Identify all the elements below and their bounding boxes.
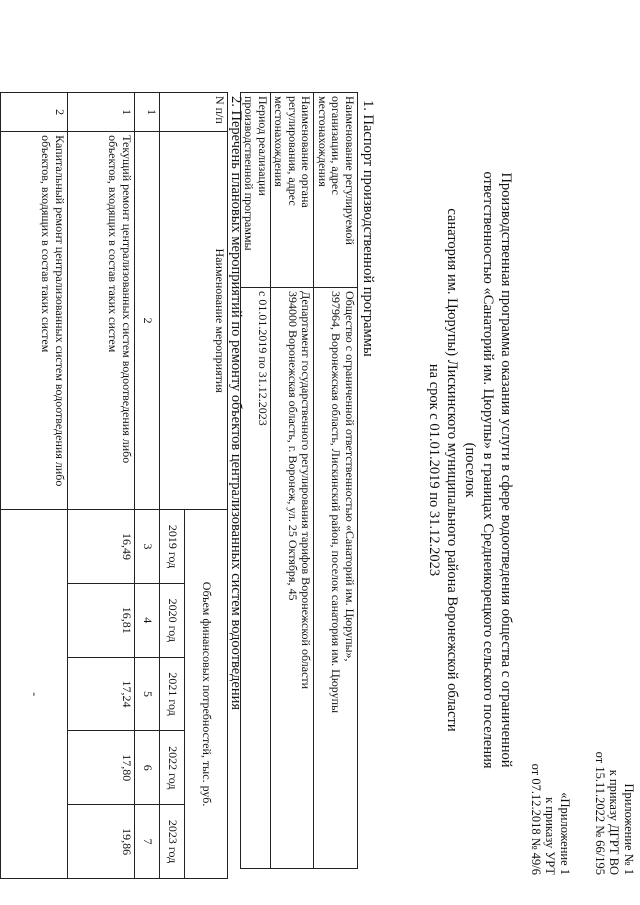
appendix-1-line2: к приказу ДГРТ ВО bbox=[607, 769, 622, 875]
passport-value bbox=[271, 288, 315, 869]
header-year: 2023 год bbox=[160, 805, 185, 879]
index-cell: 2 bbox=[135, 132, 160, 510]
passport-value-line: Департамент государственного регулирования тарифов Воронежской области bbox=[299, 291, 314, 690]
appendix-1-line1: Приложение № 1 bbox=[622, 783, 636, 875]
row-value-2021: 17,24 bbox=[68, 657, 135, 731]
passport-table bbox=[240, 92, 358, 869]
row-value-2019: 16,49 bbox=[68, 510, 135, 584]
section-2-heading: 2. Перечень плановых мероприятий по ремонту объектов централизованных систем водоотведения bbox=[228, 96, 244, 711]
passport-value bbox=[314, 288, 358, 869]
document-title bbox=[425, 150, 515, 790]
header-year: 2019 год bbox=[160, 510, 185, 584]
table-row bbox=[314, 93, 358, 869]
appendix-1-block bbox=[593, 752, 637, 875]
table-row bbox=[68, 93, 135, 879]
repair-plan-table bbox=[0, 92, 228, 879]
index-cell: 3 bbox=[135, 510, 160, 584]
row-value-2023: 19,86 bbox=[68, 805, 135, 879]
row-num: 1 bbox=[68, 93, 135, 132]
title-line3: санатория им. Цюрупы) Лискинского муниципального района Воронежской области bbox=[444, 208, 460, 732]
passport-value-line: 394000 Воронежская область, г. Воронеж, ул. 25 Октября, 45 bbox=[286, 291, 300, 601]
table-index-row bbox=[135, 93, 160, 879]
table-row bbox=[1, 93, 68, 879]
table-row bbox=[271, 93, 315, 869]
passport-value-line: с 01.01.2019 по 31.12.2023 bbox=[256, 291, 270, 426]
appendix-2-block bbox=[529, 764, 573, 875]
passport-label: Период реализации производственной программы bbox=[241, 93, 271, 288]
title-line4: на срок с 01.01.2019 по 31.12.2023 bbox=[426, 363, 442, 577]
section-1-heading: 1. Паспорт производственной программы bbox=[360, 100, 376, 357]
passport-value-line: 397964, Воронежская область, Лискинский район, поселок санатория им. Цюрупы bbox=[329, 291, 344, 714]
index-cell: 7 bbox=[135, 805, 160, 879]
row-value-2020: 16,81 bbox=[68, 583, 135, 657]
header-year: 2021 год bbox=[160, 657, 185, 731]
table-header-row bbox=[185, 93, 228, 879]
index-cell: 4 bbox=[135, 583, 160, 657]
row-name: Текущий ремонт централизованных систем водоотведения либо объектов, входящих в состав таких систем bbox=[68, 132, 135, 510]
passport-label: Наименование органа регулирования, адрес местонахождения bbox=[271, 93, 315, 288]
header-year: 2022 год bbox=[160, 731, 185, 805]
row-value-dash: - bbox=[1, 510, 68, 879]
appendix-1-line3: от 15.11.2022 № 66/195 bbox=[593, 751, 607, 875]
index-cell: 1 bbox=[135, 93, 160, 132]
title-line2: ответственностью «Санаторий им. Цюрупы» в границах Среднеикорецкого сельского поселения (поселок bbox=[462, 171, 496, 769]
appendix-2-line3: от 07.12.2018 № 49/6 bbox=[529, 763, 543, 875]
passport-value bbox=[241, 288, 271, 869]
appendix-2-line2: к приказу УРТ bbox=[543, 797, 558, 875]
row-num: 2 bbox=[1, 93, 68, 132]
header-num: N п/п bbox=[160, 93, 228, 132]
table-row bbox=[241, 93, 271, 869]
row-name: Капитальный ремонт централизованных систем водоотведения либо объектов, входящих в состав таких систем bbox=[1, 132, 68, 510]
header-name: Наименование мероприятия bbox=[160, 132, 228, 510]
passport-value-line: Общество с ограниченной ответственностью «Санаторий им. Цюрупы», bbox=[343, 291, 357, 662]
header-year: 2020 год bbox=[160, 583, 185, 657]
passport-label: Наименование регулируемой организации, адрес местонахождения bbox=[314, 93, 358, 288]
appendix-2-line1: «Приложение 1 bbox=[558, 792, 572, 875]
title-line1: Производственная программа оказания услуги в сфере водоотведения общества с ограниченной bbox=[498, 172, 514, 768]
index-cell: 6 bbox=[135, 731, 160, 805]
row-value-2022: 17,80 bbox=[68, 731, 135, 805]
index-cell: 5 bbox=[135, 657, 160, 731]
header-volume: Объем финансовых потребностей, тыс. руб. bbox=[185, 510, 228, 879]
